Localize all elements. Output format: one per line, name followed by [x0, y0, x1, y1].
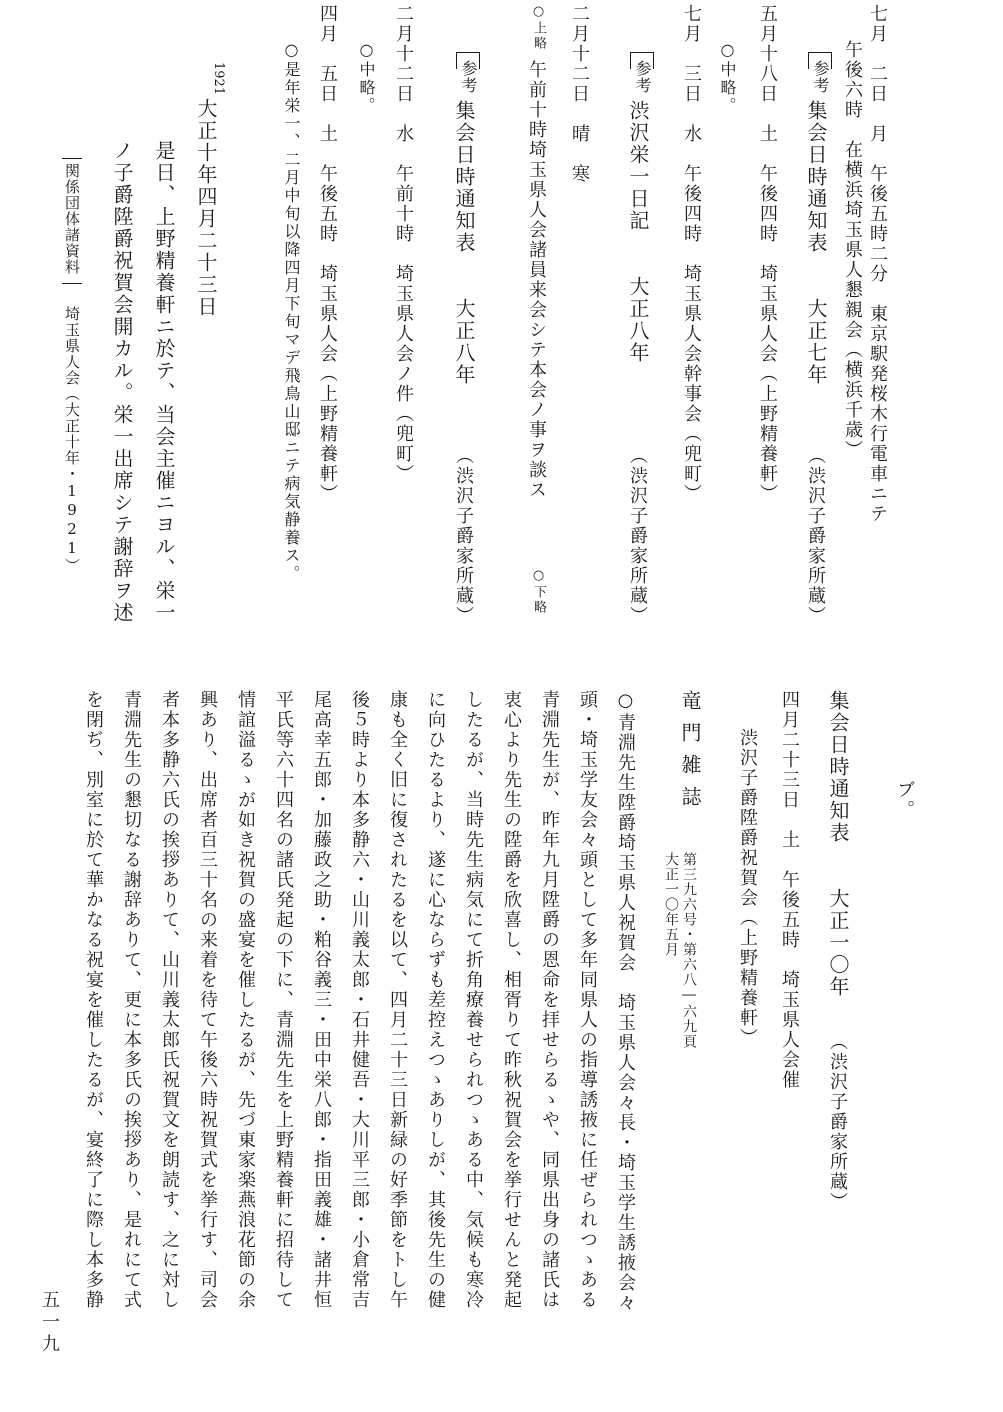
journal-title: 竜門雑誌 — [678, 690, 702, 818]
text-column: 康も全く旧に復されたるを以て、四月二十三日新緑の好季節をトし午 — [387, 690, 408, 1310]
text-column: 午前十時埼玉県人会諸員来会シテ本会ノ事ヲ談ス — [526, 60, 547, 500]
date-heading: 大正十年四月二十三日 — [194, 98, 218, 318]
source-title: 渋沢栄一日記 大正八年 — [626, 100, 650, 364]
text-column: ノ子爵陞爵祝賀会開カル。栄一出席シテ謝辞ヲ述 — [110, 140, 134, 624]
text-column: 二月十二日 晴 寒 — [569, 4, 590, 184]
text-column: 是日、上野精養軒ニ於テ、当会主催ニヨル、栄一 — [152, 140, 176, 624]
running-header: 埼玉県人会（大正十年・1921） — [63, 306, 81, 574]
text-column: 青淵先生の懇切なる謝辞ありて、更に本多氏の挨拶あり、是れにて式 — [121, 690, 142, 1310]
reference-tag: 参考 — [633, 60, 652, 94]
journal-issue: 第三九六号・第六八―六九頁 — [681, 852, 697, 1049]
text-column: 渋沢子爵陞爵祝賀会（上野精養軒） — [737, 728, 758, 1048]
text-column: 衷心より先生の陞爵を欣喜し、相胥りて昨秋祝賀会を挙行せんと発起 — [501, 690, 522, 1310]
text-column: 興あり、出席者百三十名の来着を待て午後六時祝賀式を挙行す、司会 — [197, 690, 218, 1310]
source-owner: （渋沢子爵家所蔵） — [827, 1032, 848, 1212]
text-column: 者本多静六氏の挨拶ありて、山川義太郎氏祝賀文を朗読す、之に対し — [159, 690, 180, 1310]
source-title: 集会日時通知表 大正八年 — [452, 100, 476, 386]
text-column: 情誼溢るゝが如き祝賀の盛宴を催したるが、先づ東家楽燕浪花節の余 — [235, 690, 256, 1310]
source-owner: （渋沢子爵家所蔵） — [453, 446, 474, 626]
text-column: ○中略。 — [718, 40, 737, 115]
journal-date: 大正一〇年五月 — [663, 852, 679, 957]
reference-tag: 参考 — [811, 60, 830, 94]
text-column: 頭・埼玉学友会々頭として多年同県人の指導誘掖に任ぜられつゝある — [577, 690, 598, 1310]
source-owner: （渋沢子爵家所蔵） — [805, 446, 826, 626]
omission-note: ○上略 — [531, 4, 546, 51]
section-label: 関係団体諸資料 — [63, 163, 81, 275]
text-column: ○是年栄一、二月中旬以降四月下旬マデ飛鳥山邸ニテ病気静養ス。 — [282, 40, 301, 583]
text-column: ○中略。 — [357, 40, 376, 115]
omission-note: ○下略 — [531, 568, 546, 615]
text-column: 七月 三日 水 午後四時 埼玉県人会幹事会（兜町） — [681, 4, 702, 504]
text-column: 二月十二日 水 午前十時 埼玉県人会ノ件（兜町） — [393, 4, 414, 484]
text-column: 七月 二日 月 午後五時二分 東京駅発桜木行電車ニテ — [867, 4, 888, 524]
text-column: 尾高幸五郎・加藤政之助・粕谷義三・田中栄八郎・指田義雄・諸井恒 — [311, 690, 332, 1310]
source-owner: （渋沢子爵家所蔵） — [627, 446, 648, 626]
text-column: 青淵先生が、昨年九月陞爵の恩命を拝せらるゝや、同県出身の諸氏は — [539, 690, 560, 1310]
text-column: に向ひたるより、遂に心ならずも差控えつゝありしが、其後先生の健 — [425, 690, 446, 1310]
reference-tag: 参考 — [459, 60, 478, 94]
text-column: 平氏等六十四名の諸氏発起の下に、青淵先生を上野精養軒に招待して — [273, 690, 294, 1310]
text-column: したるが、当時先生病気にて折角療養せられつゝある中、気候も寒冷 — [463, 690, 484, 1310]
source-title: 集会日時通知表 大正一〇年 — [826, 690, 850, 998]
text-column: 午後六時 在横浜埼玉県人懇親会（横浜千歳） — [842, 40, 863, 460]
page-number: 五一九 — [39, 1290, 60, 1356]
source-title: 集会日時通知表 大正七年 — [804, 100, 828, 386]
text-column: 後５時より本多静六・山川義太郎・石井健吾・大川平三郎・小倉常吉 — [349, 690, 370, 1310]
text-column: を閉ぢ、別室に於て華かなる祝宴を催したるが、宴終了に際し本多静 — [83, 690, 104, 1310]
text-column: 四月 五日 土 午後五時 埼玉県人会（上野精養軒） — [317, 4, 338, 504]
text-column: ○青淵先生陞爵埼玉県人祝賀会 埼玉県人会々長・埼玉学生誘掖会々 — [615, 690, 636, 1313]
text-column: 四月二十三日 土 午後五時 埼玉県人会催 — [779, 690, 800, 1090]
western-year: 1921 — [211, 62, 226, 96]
text-column: 五月十八日 土 午後四時 埼玉県人会（上野精養軒） — [757, 4, 778, 504]
text-column: ブ。 — [894, 780, 915, 820]
